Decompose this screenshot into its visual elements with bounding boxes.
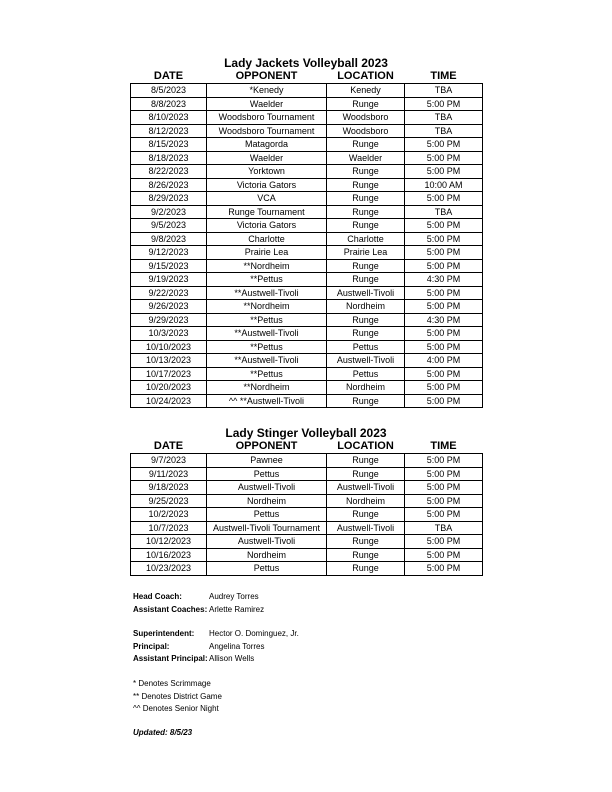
staff-label: Head Coach:: [133, 592, 182, 601]
opponent-cell: ^^ **Austwell-Tivoli: [207, 394, 327, 408]
location-cell: Pettus: [327, 340, 405, 354]
location-cell: Runge: [327, 165, 405, 179]
date-cell: 9/12/2023: [131, 246, 207, 260]
location-cell: Runge: [327, 178, 405, 192]
opponent-cell: Victoria Gators: [207, 178, 327, 192]
time-cell: 5:00 PM: [405, 340, 483, 354]
location-cell: Runge: [327, 192, 405, 206]
time-cell: 5:00 PM: [405, 192, 483, 206]
opponent-cell: Pawnee: [207, 454, 327, 468]
opponent-cell: Victoria Gators: [207, 219, 327, 233]
table-row: [131, 259, 483, 273]
location-cell: Runge: [327, 562, 405, 576]
date-cell: 10/23/2023: [131, 562, 207, 576]
location-cell: Nordheim: [327, 300, 405, 314]
date-cell: 10/13/2023: [131, 354, 207, 368]
time-cell: 5:00 PM: [405, 394, 483, 408]
date-cell: 8/29/2023: [131, 192, 207, 206]
opponent-cell: Prairie Lea: [207, 246, 327, 260]
location-cell: Runge: [327, 273, 405, 287]
time-cell: 5:00 PM: [405, 367, 483, 381]
time-cell: 4:00 PM: [405, 354, 483, 368]
time-cell: 5:00 PM: [405, 259, 483, 273]
table-row: [131, 327, 483, 341]
opponent-cell: Waelder: [207, 97, 327, 111]
opponent-cell: **Austwell-Tivoli: [207, 354, 327, 368]
column-header-time: TIME: [430, 440, 457, 452]
date-cell: 9/15/2023: [131, 259, 207, 273]
staff-row: [133, 591, 264, 604]
date-cell: 10/24/2023: [131, 394, 207, 408]
time-cell: 5:00 PM: [405, 548, 483, 562]
opponent-cell: Austwell-Tivoli: [207, 535, 327, 549]
time-cell: 5:00 PM: [405, 327, 483, 341]
staff-name: Audrey Torres: [209, 592, 259, 601]
location-cell: Runge: [327, 535, 405, 549]
coaches-block: [133, 591, 264, 616]
time-cell: 5:00 PM: [405, 138, 483, 152]
location-cell: Kenedy: [327, 84, 405, 98]
time-cell: TBA: [405, 205, 483, 219]
date-cell: 10/17/2023: [131, 367, 207, 381]
date-cell: 9/5/2023: [131, 219, 207, 233]
table-row: [131, 508, 483, 522]
location-cell: Runge: [327, 394, 405, 408]
location-cell: Nordheim: [327, 494, 405, 508]
time-cell: 4:30 PM: [405, 273, 483, 287]
location-cell: Runge: [327, 219, 405, 233]
opponent-cell: Austwell-Tivoli: [207, 481, 327, 495]
staff-name: Arlette Ramirez: [209, 604, 265, 614]
staff-row: [133, 604, 264, 617]
location-cell: Prairie Lea: [327, 246, 405, 260]
staff-label: Assistant Coaches:: [133, 604, 208, 614]
date-cell: 9/2/2023: [131, 205, 207, 219]
time-cell: 5:00 PM: [405, 286, 483, 300]
location-cell: Runge: [327, 205, 405, 219]
date-cell: 9/7/2023: [131, 454, 207, 468]
opponent-cell: **Pettus: [207, 367, 327, 381]
staff-name: Allison Wells: [209, 654, 255, 663]
time-cell: 5:00 PM: [405, 562, 483, 576]
table-row: [131, 124, 483, 138]
table-row: [131, 246, 483, 260]
time-cell: 5:00 PM: [405, 494, 483, 508]
column-header-opponent: OPPONENT: [235, 440, 298, 452]
date-cell: 9/11/2023: [131, 467, 207, 481]
opponent-cell: Waelder: [207, 151, 327, 165]
time-cell: TBA: [405, 84, 483, 98]
table-row: [131, 340, 483, 354]
location-cell: Runge: [327, 259, 405, 273]
location-cell: Runge: [327, 467, 405, 481]
staff-name: Hector O. Dominguez, Jr.: [209, 629, 299, 638]
time-cell: 5:00 PM: [405, 151, 483, 165]
column-header-location: LOCATION: [337, 70, 394, 82]
location-cell: Waelder: [327, 151, 405, 165]
location-cell: Woodsboro: [327, 111, 405, 125]
legend-item-district-game: ** Denotes District Game: [133, 691, 222, 701]
opponent-cell: VCA: [207, 192, 327, 206]
jackets-schedule-table: [130, 70, 483, 408]
column-header-time: TIME: [430, 70, 457, 82]
staff-row: [133, 628, 299, 641]
time-cell: 10:00 AM: [405, 178, 483, 192]
stingers-title: Lady Stinger Volleyball 2023: [225, 426, 387, 440]
opponent-cell: Pettus: [207, 562, 327, 576]
date-cell: 10/2/2023: [131, 508, 207, 522]
date-cell: 8/5/2023: [131, 84, 207, 98]
date-cell: 8/8/2023: [131, 97, 207, 111]
location-cell: Woodsboro: [327, 124, 405, 138]
staff-row: [133, 653, 299, 666]
table-row: [131, 394, 483, 408]
date-cell: 9/25/2023: [131, 494, 207, 508]
table-row: [131, 97, 483, 111]
table-row: [131, 286, 483, 300]
opponent-cell: Nordheim: [207, 548, 327, 562]
time-cell: 4:30 PM: [405, 313, 483, 327]
table-row: [131, 381, 483, 395]
legend-item-senior-night: ^^ Denotes Senior Night: [133, 704, 219, 713]
location-cell: Runge: [327, 138, 405, 152]
table-row: [131, 467, 483, 481]
time-cell: TBA: [405, 521, 483, 535]
updated-date: Updated: 8/5/23: [133, 728, 193, 737]
location-cell: Charlotte: [327, 232, 405, 246]
opponent-cell: **Pettus: [207, 340, 327, 354]
table-row: [131, 84, 483, 98]
time-cell: 5:00 PM: [405, 381, 483, 395]
date-cell: 9/18/2023: [131, 481, 207, 495]
opponent-cell: **Austwell-Tivoli: [207, 327, 327, 341]
staff-row: [133, 641, 299, 654]
table-row: [131, 548, 483, 562]
date-cell: 9/8/2023: [131, 232, 207, 246]
table-row: [131, 165, 483, 179]
staff-label: Superintendent:: [133, 629, 195, 638]
table-row: [131, 205, 483, 219]
opponent-cell: *Kenedy: [207, 84, 327, 98]
location-cell: Runge: [327, 313, 405, 327]
date-cell: 8/12/2023: [131, 124, 207, 138]
location-cell: Austwell-Tivoli: [327, 354, 405, 368]
time-cell: 5:00 PM: [405, 535, 483, 549]
table-row: [131, 300, 483, 314]
date-cell: 10/12/2023: [131, 535, 207, 549]
time-cell: TBA: [405, 124, 483, 138]
date-cell: 10/10/2023: [131, 340, 207, 354]
opponent-cell: Nordheim: [207, 494, 327, 508]
location-cell: Austwell-Tivoli: [327, 521, 405, 535]
location-cell: Runge: [327, 508, 405, 522]
location-cell: Pettus: [327, 367, 405, 381]
opponent-cell: Yorktown: [207, 165, 327, 179]
time-cell: 5:00 PM: [405, 300, 483, 314]
time-cell: 5:00 PM: [405, 467, 483, 481]
column-header-date: DATE: [153, 440, 184, 452]
date-cell: 9/19/2023: [131, 273, 207, 287]
column-header-location: LOCATION: [337, 440, 394, 452]
time-cell: 5:00 PM: [405, 508, 483, 522]
table-row: [131, 232, 483, 246]
opponent-cell: Pettus: [207, 508, 327, 522]
table-row: [131, 562, 483, 576]
staff-label: Principal:: [133, 641, 170, 651]
date-cell: 9/26/2023: [131, 300, 207, 314]
date-cell: 10/3/2023: [131, 327, 207, 341]
table-row: [131, 481, 483, 495]
table-row: [131, 354, 483, 368]
table-row: [131, 454, 483, 468]
column-header-opponent: OPPONENT: [235, 70, 298, 82]
jackets-title: Lady Jackets Volleyball 2023: [224, 56, 388, 70]
opponent-cell: **Nordheim: [207, 259, 327, 273]
time-cell: 5:00 PM: [405, 97, 483, 111]
time-cell: 5:00 PM: [405, 165, 483, 179]
table-row: [131, 151, 483, 165]
staff-name: Angelina Torres: [209, 641, 265, 651]
location-cell: Austwell-Tivoli: [327, 286, 405, 300]
date-cell: 10/7/2023: [131, 521, 207, 535]
opponent-cell: Charlotte: [207, 232, 327, 246]
table-header-row: [131, 70, 483, 84]
opponent-cell: Matagorda: [207, 138, 327, 152]
location-cell: Runge: [327, 327, 405, 341]
date-cell: 8/18/2023: [131, 151, 207, 165]
administration-block: [133, 628, 299, 666]
location-cell: Nordheim: [327, 381, 405, 395]
location-cell: Runge: [327, 548, 405, 562]
time-cell: 5:00 PM: [405, 232, 483, 246]
date-cell: 10/20/2023: [131, 381, 207, 395]
table-row: [131, 494, 483, 508]
location-cell: Runge: [327, 97, 405, 111]
date-cell: 9/22/2023: [131, 286, 207, 300]
table-row: [131, 138, 483, 152]
table-row: [131, 111, 483, 125]
date-cell: 8/10/2023: [131, 111, 207, 125]
opponent-cell: **Nordheim: [207, 381, 327, 395]
opponent-cell: Runge Tournament: [207, 205, 327, 219]
time-cell: 5:00 PM: [405, 481, 483, 495]
table-row: [131, 521, 483, 535]
table-row: [131, 273, 483, 287]
legend-item-scrimmage: * Denotes Scrimmage: [133, 679, 211, 688]
table-row: [131, 178, 483, 192]
date-cell: 8/26/2023: [131, 178, 207, 192]
time-cell: 5:00 PM: [405, 219, 483, 233]
table-row: [131, 367, 483, 381]
time-cell: 5:00 PM: [405, 246, 483, 260]
column-header-date: DATE: [153, 70, 184, 82]
stingers-schedule-table: [130, 440, 483, 576]
opponent-cell: **Nordheim: [207, 300, 327, 314]
opponent-cell: **Austwell-Tivoli: [207, 286, 327, 300]
opponent-cell: Austwell-Tivoli Tournament: [207, 521, 327, 535]
date-cell: 8/22/2023: [131, 165, 207, 179]
table-row: [131, 535, 483, 549]
time-cell: 5:00 PM: [405, 454, 483, 468]
table-row: [131, 192, 483, 206]
staff-label: Assistant Principal:: [133, 654, 208, 663]
date-cell: 8/15/2023: [131, 138, 207, 152]
opponent-cell: **Pettus: [207, 313, 327, 327]
location-cell: Austwell-Tivoli: [327, 481, 405, 495]
table-row: [131, 313, 483, 327]
opponent-cell: Pettus: [207, 467, 327, 481]
opponent-cell: Woodsboro Tournament: [207, 124, 327, 138]
location-cell: Runge: [327, 454, 405, 468]
time-cell: TBA: [405, 111, 483, 125]
date-cell: 9/29/2023: [131, 313, 207, 327]
opponent-cell: **Pettus: [207, 273, 327, 287]
table-row: [131, 219, 483, 233]
legend: [133, 678, 222, 716]
table-header-row: [131, 440, 483, 454]
date-cell: 10/16/2023: [131, 548, 207, 562]
opponent-cell: Woodsboro Tournament: [207, 111, 327, 125]
